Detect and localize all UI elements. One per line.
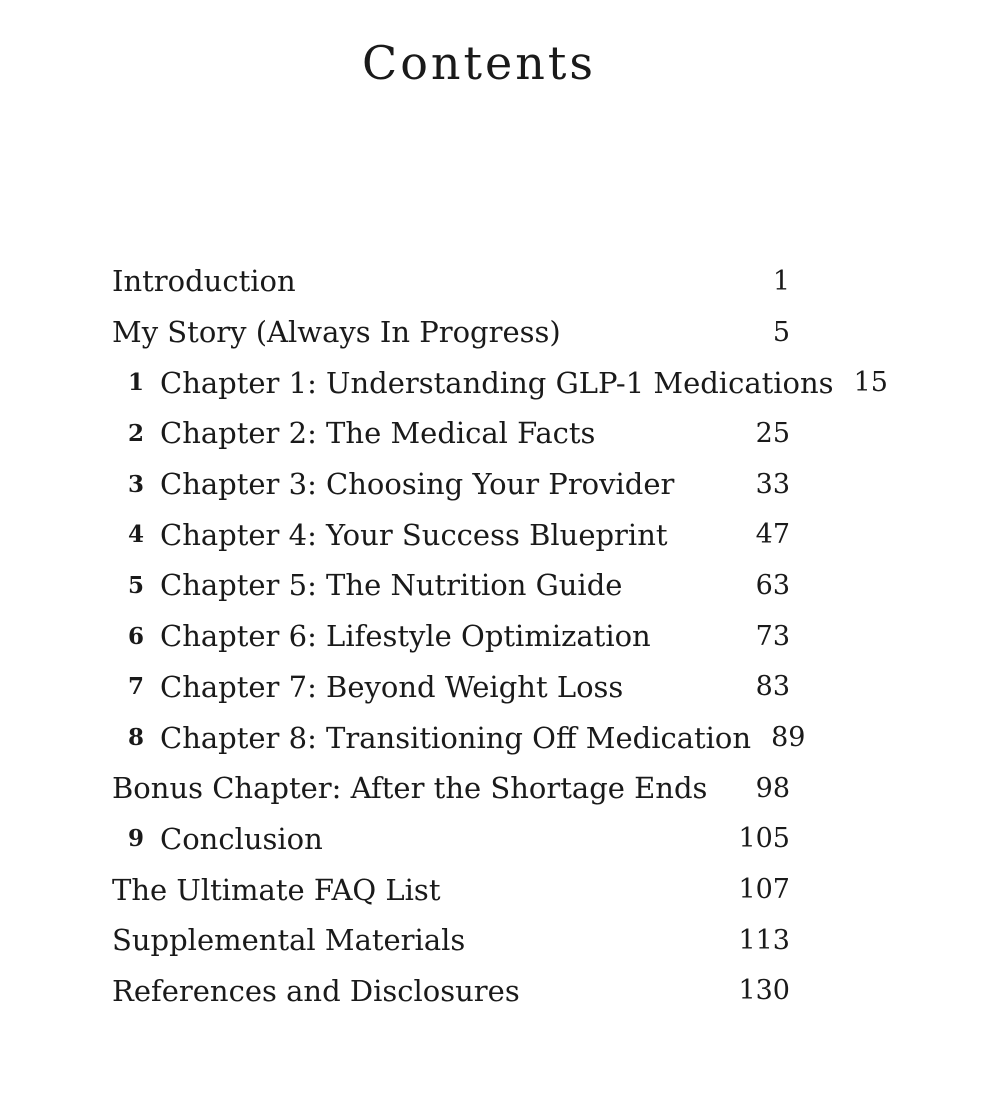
toc-entry-title: The Ultimate FAQ List	[112, 872, 441, 907]
toc-entry-page: 98	[755, 772, 790, 804]
toc-entry-title: Supplemental Materials	[112, 923, 466, 958]
toc-entry-chapter-2[interactable]	[112, 408, 790, 459]
toc-entry-number: 2	[128, 419, 145, 447]
toc-entry-page: 33	[755, 468, 790, 500]
toc-entry-chapter-3[interactable]	[112, 459, 790, 510]
toc-entry-title: Chapter 8: Transitioning Off Medication	[160, 720, 752, 755]
toc-entry-page: 47	[755, 519, 790, 551]
toc-entry-page: 5	[772, 316, 790, 348]
toc-entry-references[interactable]	[112, 966, 790, 1017]
toc-entry-page: 1	[772, 265, 790, 297]
toc-entry-chapter-4[interactable]	[112, 509, 790, 560]
toc-entry-number: 8	[128, 724, 145, 752]
toc-entry-title: Chapter 6: Lifestyle Optimization	[160, 619, 651, 654]
toc-entry-number: 7	[128, 673, 145, 701]
toc-entry-page: 113	[738, 924, 790, 956]
toc-entry-number: 5	[128, 571, 145, 599]
toc-entry-page: 107	[738, 874, 790, 906]
toc-entry-number: 9	[128, 825, 145, 853]
toc-entry-title: Bonus Chapter: After the Shortage Ends	[112, 771, 708, 806]
toc-entry-faq-list[interactable]	[112, 864, 790, 915]
toc-entry-page: 105	[738, 823, 790, 855]
toc-entry-chapter-1[interactable]	[112, 357, 888, 408]
toc-entry-title: References and Disclosures	[112, 973, 520, 1008]
page-title: Contents	[362, 36, 596, 90]
toc-entry-title: Chapter 1: Understanding GLP-1 Medications	[160, 365, 834, 400]
toc-entry-page: 130	[738, 975, 790, 1007]
toc-entry-number: 3	[128, 470, 145, 498]
toc-entry-supplemental-materials[interactable]	[112, 915, 790, 966]
toc-entry-title: Chapter 4: Your Success Blueprint	[160, 517, 668, 552]
toc-entry-page: 63	[755, 569, 790, 601]
toc-entry-chapter-5[interactable]	[112, 560, 790, 611]
toc-entry-page: 89	[771, 722, 806, 754]
toc-entry-chapter-8[interactable]	[112, 712, 806, 763]
toc-entry-number: 6	[128, 622, 145, 650]
toc-entry-chapter-7[interactable]	[112, 662, 790, 713]
toc-entry-page: 15	[853, 367, 888, 399]
toc-entry-title: Chapter 3: Choosing Your Provider	[160, 467, 675, 502]
toc-entry-title: My Story (Always In Progress)	[112, 315, 561, 350]
toc-entry-bonus-chapter[interactable]	[112, 763, 790, 814]
toc-entry-page: 73	[755, 620, 790, 652]
toc-entry-title: Chapter 5: The Nutrition Guide	[160, 568, 623, 603]
toc-entry-chapter-6[interactable]	[112, 611, 790, 662]
toc-entry-my-story[interactable]	[112, 307, 790, 358]
toc-entry-conclusion[interactable]	[112, 814, 790, 865]
toc-entry-introduction[interactable]	[112, 256, 790, 307]
toc-entry-page: 25	[755, 417, 790, 449]
table-of-contents	[112, 256, 888, 1016]
toc-entry-title: Introduction	[112, 264, 296, 299]
toc-entry-title: Conclusion	[160, 821, 323, 856]
toc-entry-title: Chapter 7: Beyond Weight Loss	[160, 669, 624, 704]
toc-entry-number: 1	[128, 369, 145, 397]
toc-entry-title: Chapter 2: The Medical Facts	[160, 416, 596, 451]
toc-entry-number: 4	[128, 521, 145, 549]
toc-entry-page: 83	[755, 671, 790, 703]
